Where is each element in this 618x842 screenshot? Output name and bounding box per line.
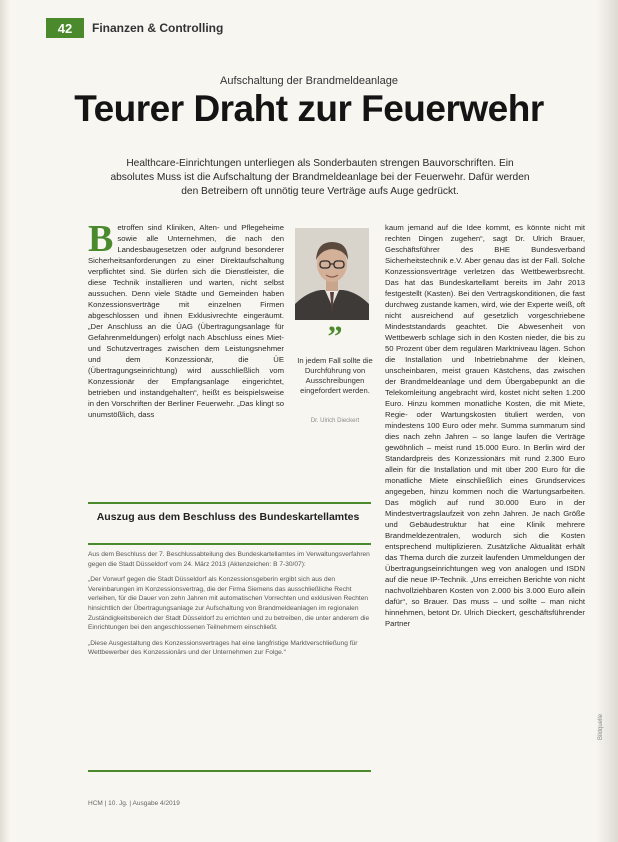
drop-cap: B xyxy=(88,218,114,260)
box-body xyxy=(88,550,370,664)
page-footer: HCM | 10. Jg. | Ausgabe 4/2019 xyxy=(88,800,180,807)
box-heading-rule xyxy=(88,543,371,545)
body-column-1 xyxy=(88,218,284,420)
box-paragraph-3: „Diese Ausgestaltung des Konzessionsvertrages hat eine langfristige Marktverschließung für Wettbewerber des Konzessionärs und der Unternehmen zur Folge.“ xyxy=(88,639,358,657)
article-lead: Healthcare-Einrichtungen unterliegen als Sonderbauten strengen Bauvorschriften. Ein absolutes Muss ist die Aufschaltung der Brandmeldeanlage bei der Feuerwehr. Dafür werden den Betreibern oft unnötig teure Verträge aufs Auge gedrückt. xyxy=(110,158,530,197)
quote-mark-icon: ” xyxy=(327,320,343,353)
body-column-3 xyxy=(385,222,585,629)
portrait-photo xyxy=(295,228,369,320)
box-top-rule xyxy=(88,502,371,504)
article-kicker: Aufschaltung der Brandmeldeanlage xyxy=(220,75,398,87)
pull-quote-source: Dr. Ulrich Dieckert xyxy=(310,418,360,424)
page-header xyxy=(46,18,223,38)
box-heading: Auszug aus dem Beschluss des Bundeskartellamtes xyxy=(96,511,360,523)
box-paragraph-1: Aus dem Beschluss der 7. Beschlussabteilung des Bundeskartellamtes im Verwaltungsverfahren gegen die Stadt Düsseldorf vom 24. März 2013 (Aktenzeichen: B 7-30/07): xyxy=(88,551,370,568)
section-title: Finanzen & Controlling xyxy=(92,21,224,35)
pull-quote: In jedem Fall sollte die Durchführung von Ausschreibungen eingefordert werden. xyxy=(297,356,373,395)
body-text-col3: kaum jemand auf die Idee kommt, es könnte nicht mit rechten Dingen zugehen“, sagt Dr. Ulrich Brauer, Geschäftsführer des BHE Bundesverband Sicherheitstechnik e.V. Aber genau das ist der Fall. Solche Konzessionsverträge verletzen das Wettbewerbsrecht. Das hat das Bundeskartellamt bereits im Jahr 2013 festgestellt (Kasten). Bei den Vertragskonditionen, die fast durchweg zustande kamen, wird, wie der Experte weiß, oft nicht ausreichend auf gesetzlich vorgeschriebene Mindeststandards geachtet. Die Abwesenheit von Wettbewerb schlage sich in den Kosten nieder, die bis zu 50 Prozent über dem regulären Marktniveau lägen. Schon die Installation und Inbetriebnahme der kleinen, unscheinbaren, meist grauen Kästchens, das zwischen der Brandmeldeanlage und dem Übergabepunkt an die Telekomleitung angebracht wird, kostet nicht selten 1.200 Euro. Hinzu kommen monatliche Kosten, die mit Miete, Regie- oder Wartungskosten tituliert werden, von mindestens 100 Euro oder mehr. Summa summarum sind dies nach zehn Jahren – so lange laufen die Verträge gewöhnlich – meist rund 15.000 Euro. In Berlin wird der Standardpreis des Konzessionärs mit rund 2.300 Euro allein für die Installation und mit über 200 Euro für die monatliche Miete einschließlich eines Grundservices angegeben, hinzu kommen noch die Wartungsarbeiten. Das möglich auf rund 30.000 Euro in der Mindestvertragslaufzeit von zehn Jahren. Je nach Größe und Gebäudestruktur hat eine Klinik mehrere Brandmeldezentralen, wodurch sich die Kosten entsprechend multiplizieren. Zusätzliche Aktualität erhält das Thema durch die zurzeit laufenden Ummeldungen der Übertragungseinrichtungen weg von analogen und ISDN auf die neue IP-Technik. „Uns erreichen Berichte von nicht nachvollziehbaren Kosten von 2.000 bis 3.000 Euro allein dafür“, so Brauer. Das muss – und sollte – man nicht hinnehmen, betont Dr. Ulrich Dieckert, geschäftsführender Partner xyxy=(385,223,585,628)
box-bottom-rule xyxy=(88,770,371,772)
body-text-col1: etroffen sind Kliniken, Alten- und Pflegeheime sowie alle Unternehmen, die nach den Landesbaugesetzen oder aufgrund besonderer Sicherheitsanforderungen zu einer Direktaufschaltung verpflichtet sind. Sie dürfen sich die Dienstleister, die diese Technik installieren und warten, nicht selbst aussuchen. Denn viele Städte und Gemeinden haben Konzessionsverträge mit einzelnen Firmen abgeschlossen und ihnen Exklusivrechte eingeräumt. „Der Anschluss an die ÜAG (Übertragungsanlage für Gefahrenmeldungen) erfolgt nach Abschluss eines Miet- und Schutzvertrages zwischen dem Leistungsnehmer und dem Konzessionär, die ÜE (Übertragungseinrichtung) wird ausschließlich vom Konzessionär der Empfangsanlage eingerichtet, betrieben und instandgehalten“, heißt es beispielsweise in den Vorschriften der Berliner Feuerwehr. „Das klingt so unumstößlich, dass xyxy=(88,223,284,419)
box-paragraph-2: „Der Vorwurf gegen die Stadt Düsseldorf als Konzessionsgeberin ergibt sich aus den Vereinbarungen im Konzessionsvertrag, die der Firma Siemens das ausschließliche Recht verleihen, für die Dauer von zehn Jahren mit automatischen Vorrechten und exklusiven Rechten hinsichtlich der Übertragungsanlage zur Aufschaltung von Brandmeldeanlagen im regionalen Zuständigkeitsbereich der Stadt Düsseldorf zu errichten und zu betreiben, die unter anderem die Einrichtungen bei den angeschlossenen Teilnehmern einschließt. xyxy=(88,576,370,632)
page-number: 42 xyxy=(46,18,84,38)
portrait-image xyxy=(295,228,369,320)
image-credit: Bildquelle xyxy=(598,713,604,740)
article-title: Teurer Draht zur Feuerwehr xyxy=(74,88,544,129)
